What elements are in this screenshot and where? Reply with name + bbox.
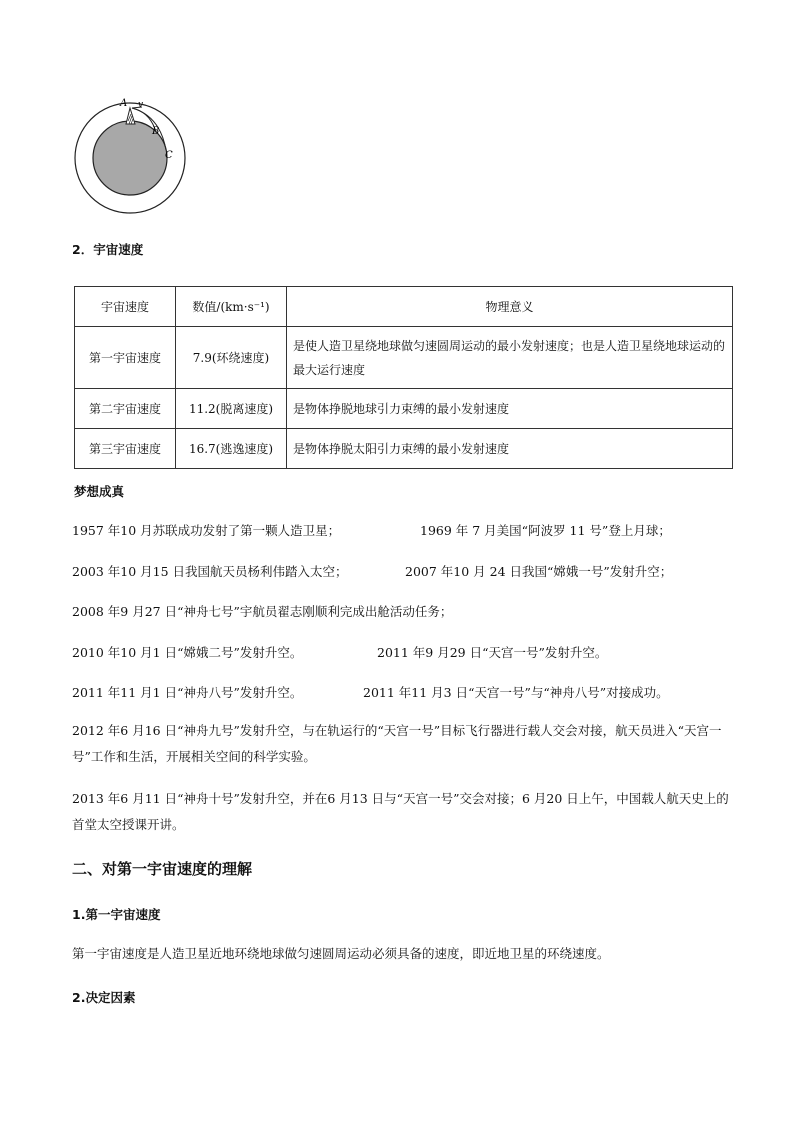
table-cell: 是使人造卫星绕地球做匀速圆周运动的最小发射速度；也是人造卫星绕地球运动的最大运行速度 (287, 327, 733, 389)
history-paragraph: 2013 年6 月11 日“神舟十号”发射升空，并在6 月13 日与“天宫一号”交会对接；6 月20 日上午，中国载人航天史上的首堂太空授课开讲。 (72, 791, 729, 832)
history-line: 2011 年11 月3 日“天宫一号”与“神舟八号”对接成功。 (363, 685, 669, 700)
label-b: B (152, 126, 160, 137)
section-heading: 二、对第一宇宙速度的理解 (72, 860, 253, 878)
history-line: 2003 年10 月15 日我国航天员杨利伟踏入太空； (72, 564, 348, 579)
table-row (75, 327, 733, 389)
label-c: C (165, 150, 173, 161)
history-line: 2008 年9 月27 日“神舟七号”宇航员翟志刚顺利完成出舱活动任务； (72, 604, 453, 619)
table-cell: 第三宇宙速度 (75, 429, 176, 469)
subsection-title: 1.第一宇宙速度 (72, 907, 161, 922)
table-row (75, 429, 733, 469)
header-cell: 数值/(km·s⁻¹) (176, 287, 287, 327)
subsection-title: 2.决定因素 (72, 990, 136, 1005)
subsection-text: 第一宇宙速度是人造卫星近地环绕地球做匀速圆周运动必须具备的速度，即近地卫星的环绕速度。 (72, 946, 610, 961)
history-line: 1969 年 7 月美国“阿波罗 11 号”登上月球； (420, 523, 671, 538)
table-cell: 是物体挣脱太阳引力束缚的最小发射速度 (287, 429, 733, 469)
table-row (75, 389, 733, 429)
history-line: 2011 年9 月29 日“天宫一号”发射升空。 (377, 645, 608, 660)
cosmic-speed-table (74, 286, 733, 469)
table-cell: 11.2(脱离速度) (176, 389, 287, 429)
table-header-row (75, 287, 733, 327)
table-cell: 是物体挣脱地球引力束缚的最小发射速度 (287, 389, 733, 429)
history-line: 2011 年11 月1 日“神舟八号”发射升空。 (72, 685, 303, 700)
label-a: A (120, 98, 128, 109)
label-v: v (138, 100, 144, 110)
table-cell: 第一宇宙速度 (75, 327, 176, 389)
orbit-diagram (70, 94, 190, 218)
table-cell: 第二宇宙速度 (75, 389, 176, 429)
history-line: 1957 年10 月苏联成功发射了第一颗人造卫星； (72, 523, 341, 538)
header-cell: 宇宙速度 (75, 287, 176, 327)
table-cell: 16.7(逃逸速度) (176, 429, 287, 469)
dream-title: 梦想成真 (74, 484, 125, 499)
table-cell: 7.9(环绕速度) (176, 327, 287, 389)
history-line: 2007 年10 月 24 日我国“嫦娥一号”发射升空； (405, 564, 673, 579)
header-cell: 物理意义 (287, 287, 733, 327)
section-2-title: 2．宇宙速度 (72, 242, 144, 257)
history-paragraph: 2012 年6 月16 日“神舟九号”发射升空，与在轨运行的“天宫一号”目标飞行器进行载人交会对接，航天员进入“天宫一号”工作和生活，开展相关空间的科学实验。 (72, 723, 722, 764)
history-line: 2010 年10 月1 日“嫦娥二号”发射升空。 (72, 645, 303, 660)
